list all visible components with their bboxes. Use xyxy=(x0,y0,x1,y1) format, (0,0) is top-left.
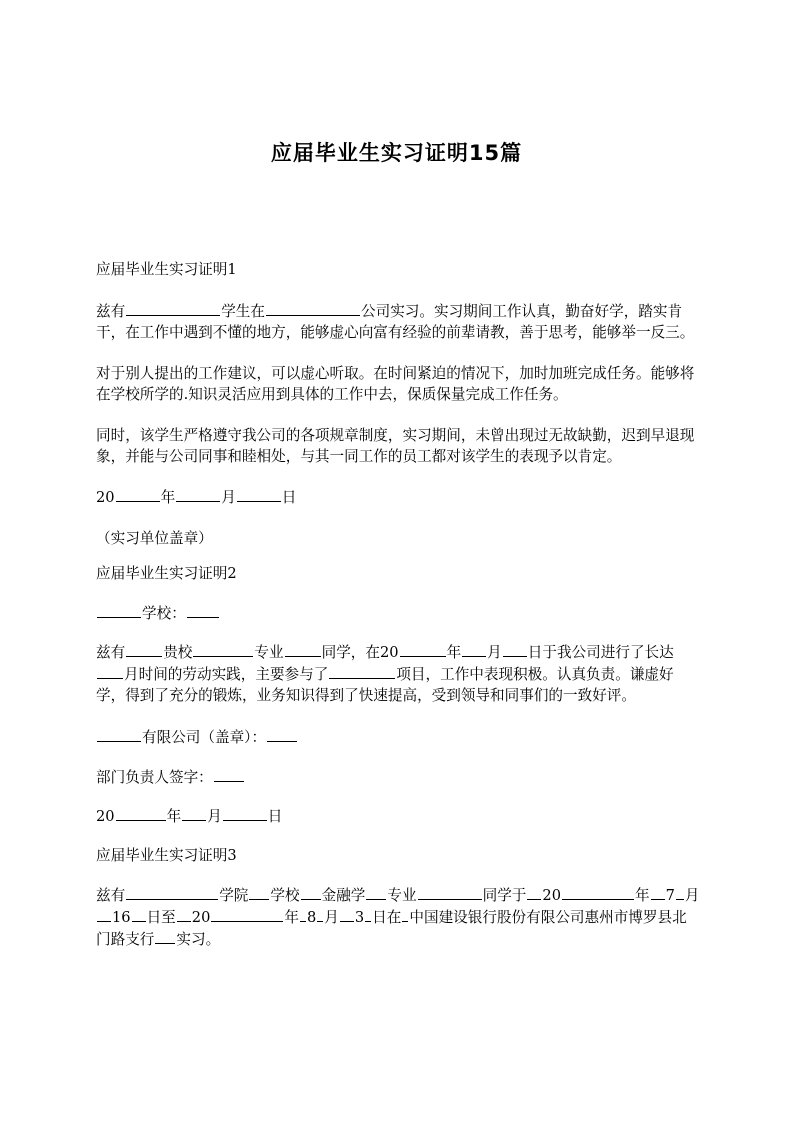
paragraph xyxy=(96,845,700,866)
paragraph-text: 贵校 xyxy=(163,644,193,661)
fill-in-blank xyxy=(155,928,175,944)
paragraph-text: 同时，该学生严格遵守我公司的各项规章制度，实习期间，未曾出现过无故缺勤，迟到早退现象，并能与公司同事和睦相处，与其一同工作的员工都对该学生的表现予以肯定。 xyxy=(96,427,695,465)
paragraph-text: 3 xyxy=(354,909,365,926)
paragraph-text: 20 xyxy=(96,489,115,506)
paragraph-text: 部门负责人签字： xyxy=(96,769,213,786)
fill-in-blank xyxy=(317,906,323,922)
fill-in-blank xyxy=(223,805,267,821)
paragraph-text: 月 xyxy=(684,887,700,904)
paragraph-text: 20 xyxy=(96,808,115,825)
paragraph-text: 学校： xyxy=(142,605,186,622)
paragraph-text: 月时间的劳动实践，主要参与了 xyxy=(124,666,329,683)
fill-in-blank xyxy=(214,766,244,782)
paragraph xyxy=(96,363,700,405)
paragraph-text: 年 xyxy=(634,887,650,904)
fill-in-blank xyxy=(400,641,446,657)
paragraph-text: 月 xyxy=(207,808,222,825)
paragraph-text: 兹有 xyxy=(96,644,126,661)
fill-in-blank xyxy=(97,602,141,618)
paragraph-text: 年 xyxy=(166,808,182,825)
paragraph-text: 同学，在20 xyxy=(321,644,399,661)
fill-in-blank xyxy=(97,663,123,679)
paragraph xyxy=(96,425,700,467)
paragraph xyxy=(96,884,700,950)
fill-in-blank xyxy=(177,906,191,922)
fill-in-blank xyxy=(193,641,253,657)
fill-in-blank xyxy=(266,300,360,316)
fill-in-blank xyxy=(301,884,321,900)
paragraph-text: 16 xyxy=(112,909,131,926)
paragraph xyxy=(96,805,700,827)
paragraph-text: 20 xyxy=(542,887,561,904)
paragraph-text: 年 xyxy=(446,644,462,661)
paragraph-text: 同学于 xyxy=(482,887,527,904)
fill-in-blank xyxy=(651,884,665,900)
paragraph-text: 7 xyxy=(665,887,675,904)
fill-in-blank xyxy=(182,805,206,821)
paragraph xyxy=(96,300,700,343)
document-body xyxy=(96,259,700,950)
fill-in-blank xyxy=(176,486,220,502)
paragraph-text: 专业 xyxy=(254,644,284,661)
paragraph-text: 日在 xyxy=(372,909,402,926)
fill-in-blank xyxy=(126,300,220,316)
fill-in-blank xyxy=(116,486,160,502)
paragraph-text: 应届毕业生实习证明2 xyxy=(96,565,237,582)
paragraph xyxy=(96,528,700,549)
paragraph xyxy=(96,259,700,280)
paragraph-text: 金融学 xyxy=(321,887,366,904)
paragraph-text: 项目，工作中表现积极。认真负责。谦虚好学，得到了充分的锻炼，业务知识得到了快速提高，受到领导和同事们的一致好评。 xyxy=(96,666,674,704)
paragraph-text: 日 xyxy=(267,808,283,825)
paragraph-text: 实习。 xyxy=(176,931,221,948)
paragraph xyxy=(96,641,700,706)
fill-in-blank xyxy=(267,726,297,742)
fill-in-blank xyxy=(97,726,141,742)
fill-in-blank xyxy=(126,884,218,900)
paragraph-text: 学院 xyxy=(219,887,249,904)
paragraph-text: 应届毕业生实习证明3 xyxy=(96,847,237,864)
paragraph-text: 专业 xyxy=(387,887,417,904)
paragraph-text: 应届毕业生实习证明1 xyxy=(96,261,237,278)
fill-in-blank xyxy=(285,641,321,657)
fill-in-blank xyxy=(418,884,482,900)
paragraph-text: 日于我公司进行了长达 xyxy=(527,644,674,661)
fill-in-blank xyxy=(527,884,541,900)
fill-in-blank xyxy=(462,641,486,657)
fill-in-blank xyxy=(132,906,146,922)
paragraph-text: 中国建设银行股份有限公司惠州市博罗县北门路支行 xyxy=(96,909,687,948)
paragraph-text: 月 xyxy=(324,909,339,926)
paragraph xyxy=(96,486,700,508)
paragraph xyxy=(96,563,700,584)
fill-in-blank xyxy=(187,602,219,618)
paragraph-text: 8 xyxy=(306,909,317,926)
fill-in-blank xyxy=(329,663,395,679)
fill-in-blank xyxy=(562,884,634,900)
paragraph-text: 学生在 xyxy=(221,303,265,320)
fill-in-blank xyxy=(365,906,371,922)
paragraph xyxy=(96,602,700,624)
paragraph-text: 年 xyxy=(284,909,299,926)
fill-in-blank xyxy=(676,884,684,900)
paragraph-text: 有限公司（盖章）： xyxy=(142,729,267,746)
fill-in-blank xyxy=(237,486,281,502)
document-title: 应届毕业生实习证明15篇 xyxy=(270,141,523,165)
paragraph-text: 公司实习。实习期间工作认真，勤奋好学，踏实肯干，在工作中遇到不懂的地方，能够虚心向富有经验的前辈请教，善于思考，能够举一反三。 xyxy=(96,303,695,341)
paragraph-text: 对于别人提出的工作建议，可以虚心听取。在时间紧迫的情况下，加时加班完成任务。能够将在学校所学的.知识灵活应用到具体的工作中去，保质保量完成工作任务。 xyxy=(96,365,695,403)
fill-in-blank xyxy=(402,906,408,922)
fill-in-blank xyxy=(126,641,162,657)
paragraph xyxy=(96,726,700,748)
paragraph-text: 年 xyxy=(160,489,176,506)
fill-in-blank xyxy=(366,884,386,900)
paragraph-text: 兹有 xyxy=(96,887,126,904)
fill-in-blank xyxy=(300,906,306,922)
paragraph-text: 日至 xyxy=(146,909,176,926)
paragraph xyxy=(96,766,700,788)
paragraph-text: 20 xyxy=(191,909,211,926)
paragraph-text: （实习单位盖章） xyxy=(96,530,213,547)
fill-in-blank xyxy=(503,641,527,657)
fill-in-blank xyxy=(211,906,283,922)
fill-in-blank xyxy=(340,906,354,922)
fill-in-blank xyxy=(97,906,111,922)
paragraph-text: 月 xyxy=(221,489,236,506)
paragraph-text: 日 xyxy=(281,489,297,506)
paragraph-text: 兹有 xyxy=(96,303,126,320)
fill-in-blank xyxy=(116,805,166,821)
paragraph-text: 月 xyxy=(487,644,502,661)
fill-in-blank xyxy=(249,884,269,900)
paragraph-text: 学校 xyxy=(270,887,300,904)
